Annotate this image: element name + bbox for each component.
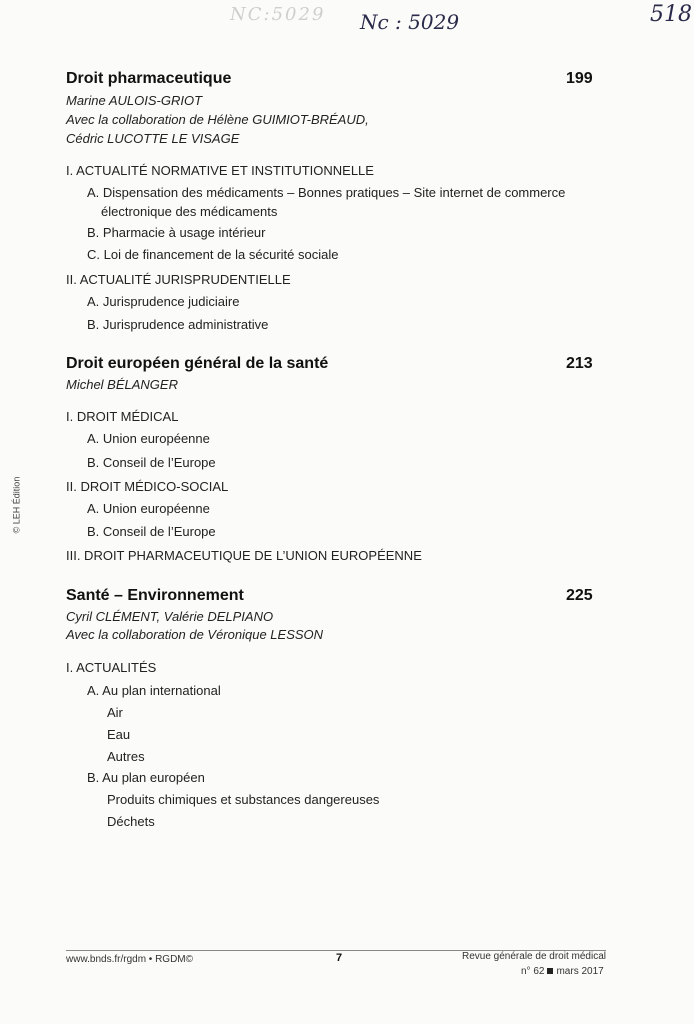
toc-item: électronique des médicaments xyxy=(101,204,278,219)
toc-item: II. ACTUALITÉ JURISPRUDENTIELLE xyxy=(66,272,291,287)
toc-item: B. Au plan européen xyxy=(87,770,205,785)
section-title: Droit pharmaceutique xyxy=(66,70,232,87)
section-title: Santé – Environnement xyxy=(66,587,244,604)
toc-item: A. Union européenne xyxy=(87,501,210,516)
section-author: Cyril CLÉMENT, Valérie DELPIANO xyxy=(66,609,274,624)
handwritten-page-number: 518 xyxy=(650,2,692,27)
footer-issue-number: n° 62 xyxy=(521,966,545,977)
toc-item: I. ACTUALITÉS xyxy=(66,660,157,675)
footer-website: www.bnds.fr/rgdm • RGDM© xyxy=(66,954,194,965)
toc-item: A. Union européenne xyxy=(87,431,210,446)
toc-item: Autres xyxy=(107,749,145,764)
toc-item: Air xyxy=(107,705,123,720)
section-author: Avec la collaboration de Véronique LESSON xyxy=(66,627,324,642)
toc-item: Eau xyxy=(107,727,131,742)
toc-item: B. Jurisprudence administrative xyxy=(87,317,269,332)
toc-item: I. ACTUALITÉ NORMATIVE ET INSTITUTIONNELLE xyxy=(66,163,374,178)
handwritten-reference: Nc : 5029 xyxy=(360,10,460,34)
section-author: Cédric LUCOTTE LE VISAGE xyxy=(66,131,240,146)
toc-item: III. DROIT PHARMACEUTIQUE DE L’UNION EUROPÉENNE xyxy=(66,548,422,563)
square-bullet-icon xyxy=(547,968,553,974)
side-credit: © LEH Édition xyxy=(11,476,22,534)
toc-item: C. Loi de financement de la sécurité sociale xyxy=(87,247,339,262)
section-author: Avec la collaboration de Hélène GUIMIOT-BRÉAUD, xyxy=(66,112,369,127)
toc-item: II. DROIT MÉDICO-SOCIAL xyxy=(66,479,229,494)
toc-item: B. Pharmacie à usage intérieur xyxy=(87,225,266,240)
toc-item: I. DROIT MÉDICAL xyxy=(66,409,179,424)
section-author: Marine AULOIS-GRIOT xyxy=(66,93,203,108)
footer-journal: Revue générale de droit médical xyxy=(462,951,606,962)
footer-page-number: 7 xyxy=(336,952,343,964)
footer-issue xyxy=(521,966,604,977)
footer-date: mars 2017 xyxy=(556,966,604,977)
section-author: Michel BÉLANGER xyxy=(66,377,178,392)
section-page: 199 xyxy=(566,70,593,87)
toc-item: Produits chimiques et substances dangereuses xyxy=(107,792,380,807)
section-title: Droit européen général de la santé xyxy=(66,355,329,372)
toc-item: B. Conseil de l’Europe xyxy=(87,455,216,470)
toc-item: B. Conseil de l’Europe xyxy=(87,524,216,539)
section-page: 213 xyxy=(566,355,593,372)
faint-stamp: NC:5029 xyxy=(230,4,326,25)
toc-item: A. Dispensation des médicaments – Bonnes pratiques – Site internet de commerce xyxy=(87,185,566,200)
toc-item: A. Au plan international xyxy=(87,683,221,698)
toc-item: A. Jurisprudence judiciaire xyxy=(87,294,240,309)
section-page: 225 xyxy=(566,587,593,604)
toc-item: Déchets xyxy=(107,814,155,829)
